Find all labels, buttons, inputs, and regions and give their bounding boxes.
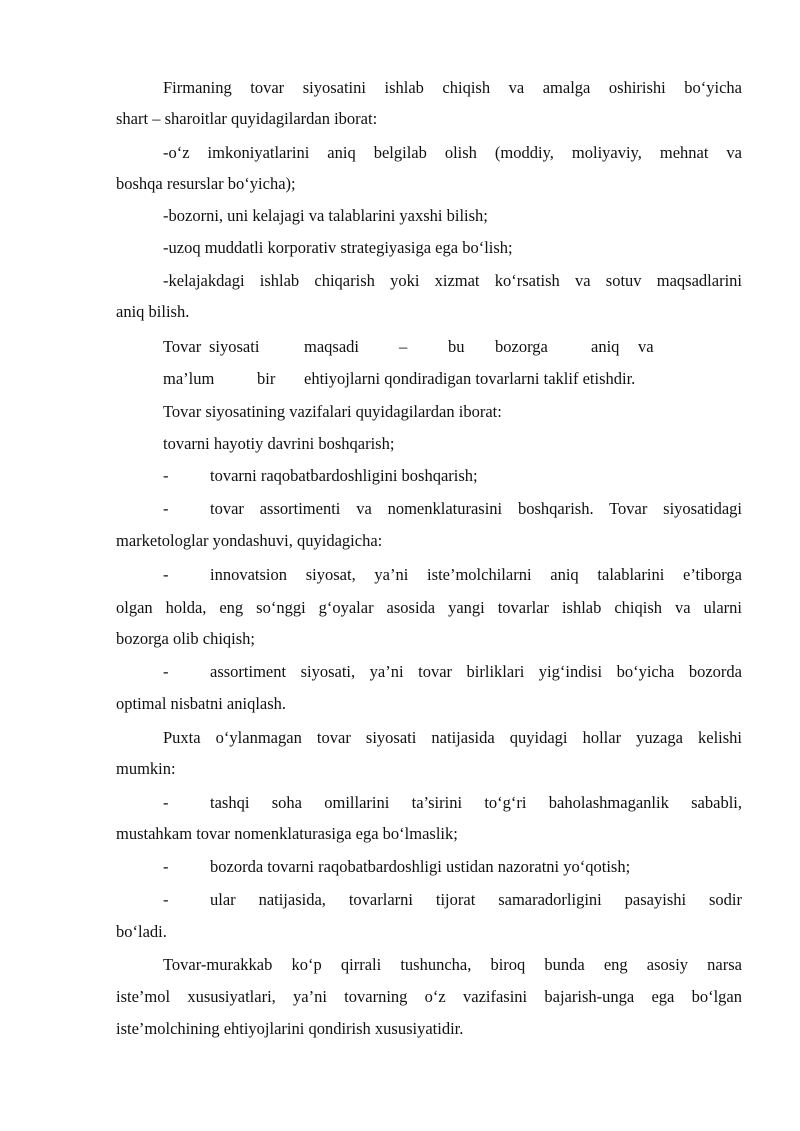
word-cell: bu — [448, 337, 465, 356]
list-item: tashqi soha omillarini ta’sirini to‘g‘ri baholashmaganlik sababli, — [210, 793, 742, 812]
paragraph-line: iste’molchining ehtiyojlarini qondirish xususiyatidir. — [116, 1019, 464, 1038]
word-cell: – — [399, 337, 408, 356]
word-cell: bozorga — [495, 337, 548, 356]
list-item: ular natijasida, tovarlarni tijorat samaradorligini pasayishi sodir — [210, 890, 742, 909]
word-cell: siyosati — [209, 337, 260, 356]
list-item: innovatsion siyosat, ya’ni iste’molchilarni aniq talablarini e’tiborga — [210, 565, 742, 584]
paragraph-line: shart – sharoitlar quyidagilardan iborat: — [116, 109, 378, 128]
word-cell: va — [638, 337, 654, 356]
paragraph-line: mustahkam tovar nomenklaturasiga ega bo‘lmaslik; — [116, 824, 458, 843]
paragraph-line: bo‘ladi. — [116, 922, 167, 941]
list-item: tovarni raqobatbardoshligini boshqarish; — [210, 466, 478, 485]
paragraph-line: optimal nisbatni aniqlash. — [116, 694, 287, 713]
paragraph-line: Firmaning tovar siyosatini ishlab chiqish va amalga oshirishi bo‘yicha — [163, 78, 742, 97]
paragraph-line: -o‘z imkoniyatlarini aniq belgilab olish (moddiy, moliyaviy, mehnat va — [163, 143, 742, 162]
list-dash: - — [163, 890, 169, 909]
list-dash: - — [163, 466, 169, 485]
paragraph-line: -kelajakdagi ishlab chiqarish yoki xizmat ko‘rsatish va sotuv maqsadlarini — [163, 271, 742, 290]
paragraph-line: Tovar siyosatining vazifalari quyidagilardan iborat: — [163, 402, 502, 421]
list-dash: - — [163, 662, 169, 681]
paragraph-line: boshqa resurslar bo‘yicha); — [116, 174, 296, 193]
word-cell: Tovar — [163, 337, 202, 356]
paragraph-line: Tovar-murakkab ko‘p qirrali tushuncha, biroq bunda eng asosiy narsa — [163, 955, 742, 974]
list-dash: - — [163, 793, 169, 812]
word-cell: ehtiyojlarni qondiradigan tovarlarni taklif etishdir. — [304, 369, 636, 388]
list-dash: - — [163, 499, 169, 518]
paragraph-line: -bozorni, uni kelajagi va talablarini yaxshi bilish; — [163, 206, 488, 225]
list-item: assortiment siyosati, ya’ni tovar birliklari yig‘indisi bo‘yicha bozorda — [210, 662, 742, 681]
paragraph-line: olgan holda, eng so‘nggi g‘oyalar asosida yangi tovarlar ishlab chiqish va ularni — [116, 598, 742, 617]
list-item: bozorda tovarni raqobatbardoshligi ustidan nazoratni yo‘qotish; — [210, 857, 631, 876]
word-cell: maqsadi — [304, 337, 359, 356]
paragraph-line: -uzoq muddatli korporativ strategiyasiga ega bo‘lish; — [163, 238, 513, 257]
list-item: tovar assortimenti va nomenklaturasini boshqarish. Tovar siyosatidagi — [210, 499, 742, 518]
paragraph-line: bozorga olib chiqish; — [116, 629, 256, 648]
list-dash: - — [163, 565, 169, 584]
list-dash: - — [163, 857, 169, 876]
word-cell: ma’lum — [163, 369, 215, 388]
paragraph-line: iste’mol xususiyatlari, ya’ni tovarning o‘z vazifasini bajarish-unga ega bo‘lgan — [116, 987, 742, 1006]
paragraph-line: marketologlar yondashuvi, quyidagicha: — [116, 531, 383, 550]
word-cell: aniq — [591, 337, 620, 356]
paragraph-line: tovarni hayotiy davrini boshqarish; — [163, 434, 395, 453]
paragraph-line: Puxta o‘ylanmagan tovar siyosati natijasida quyidagi hollar yuzaga kelishi — [163, 728, 742, 747]
word-cell: bir — [257, 369, 276, 388]
paragraph-line: mumkin: — [116, 759, 176, 778]
paragraph-line: aniq bilish. — [116, 302, 190, 321]
